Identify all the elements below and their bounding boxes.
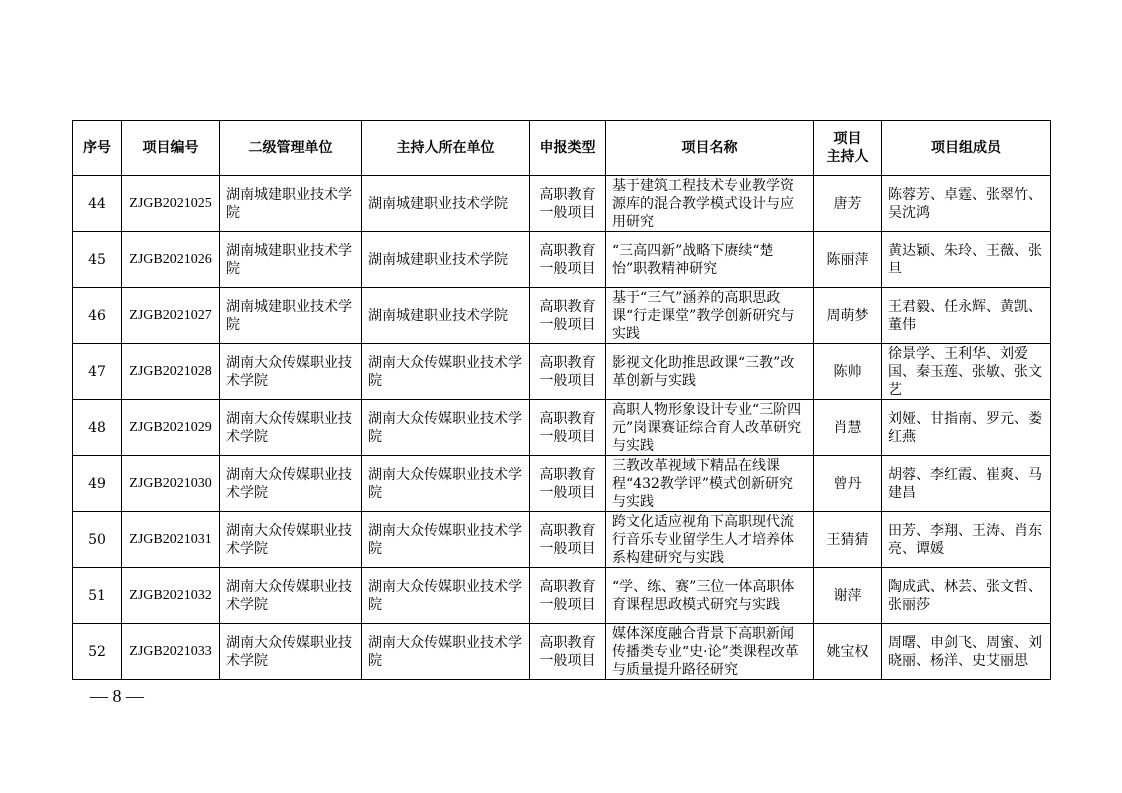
cell-project-name: 高职人物形象设计专业“三阶四元”岗课赛证综合育人改革研究与实践: [606, 400, 814, 456]
header-unit: 二级管理单位: [220, 121, 362, 176]
cell-unit: 湖南大众传媒职业技术学院: [220, 568, 362, 624]
cell-members: 陈蓉芳、卓霆、张翠竹、吴沈鸿: [882, 176, 1051, 232]
table-row: [73, 344, 1051, 400]
cell-host-unit: 湖南大众传媒职业技术学院: [362, 456, 530, 512]
cell-members: 黄达颖、朱玲、王薇、张旦: [882, 232, 1051, 288]
cell-code: ZJGB2021025: [122, 176, 220, 232]
cell-code: ZJGB2021029: [122, 400, 220, 456]
cell-project-name: 三教改革视域下精品在线课程“432教学评”模式创新研究与实践: [606, 456, 814, 512]
cell-no: 47: [73, 344, 122, 400]
cell-type: 高职教育一般项目: [530, 232, 606, 288]
table-row: [73, 176, 1051, 232]
cell-type: 高职教育一般项目: [530, 624, 606, 680]
cell-unit: 湖南大众传媒职业技术学院: [220, 456, 362, 512]
cell-host: 唐芳: [814, 176, 882, 232]
cell-members: 田芳、李翔、王涛、肖东亮、谭媛: [882, 512, 1051, 568]
cell-type: 高职教育一般项目: [530, 176, 606, 232]
cell-no: 52: [73, 624, 122, 680]
cell-host: 姚宝权: [814, 624, 882, 680]
cell-host-unit: 湖南大众传媒职业技术学院: [362, 400, 530, 456]
cell-host-unit: 湖南城建职业技术学院: [362, 232, 530, 288]
cell-project-name: 媒体深度融合背景下高职新闻传播类专业“史·论”类课程改革与质量提升路径研究: [606, 624, 814, 680]
table-row: [73, 288, 1051, 344]
header-type: 申报类型: [530, 121, 606, 176]
cell-unit: 湖南大众传媒职业技术学院: [220, 624, 362, 680]
cell-members: 徐景学、王利华、刘爱国、秦玉莲、张敏、张文艺: [882, 344, 1051, 400]
cell-members: 王君毅、任永辉、黄凯、董伟: [882, 288, 1051, 344]
cell-project-name: “学、练、赛”三位一体高职体育课程思政模式研究与实践: [606, 568, 814, 624]
cell-code: ZJGB2021026: [122, 232, 220, 288]
header-code: 项目编号: [122, 121, 220, 176]
cell-no: 44: [73, 176, 122, 232]
table-row: [73, 512, 1051, 568]
cell-host-unit: 湖南大众传媒职业技术学院: [362, 344, 530, 400]
cell-host-unit: 湖南大众传媒职业技术学院: [362, 624, 530, 680]
header-no: 序号: [73, 121, 122, 176]
cell-no: 49: [73, 456, 122, 512]
cell-unit: 湖南城建职业技术学院: [220, 232, 362, 288]
table-header-row: [73, 121, 1051, 176]
cell-members: 刘娅、甘指南、罗元、娄红燕: [882, 400, 1051, 456]
cell-no: 51: [73, 568, 122, 624]
table-row: [73, 400, 1051, 456]
cell-type: 高职教育一般项目: [530, 512, 606, 568]
cell-host: 陈帅: [814, 344, 882, 400]
cell-type: 高职教育一般项目: [530, 456, 606, 512]
cell-unit: 湖南大众传媒职业技术学院: [220, 512, 362, 568]
cell-code: ZJGB2021033: [122, 624, 220, 680]
cell-host: 肖慧: [814, 400, 882, 456]
cell-no: 48: [73, 400, 122, 456]
cell-host: 谢萍: [814, 568, 882, 624]
cell-project-name: 基于“三气”涵养的高职思政课“行走课堂”教学创新研究与实践: [606, 288, 814, 344]
cell-code: ZJGB2021030: [122, 456, 220, 512]
cell-host-unit: 湖南大众传媒职业技术学院: [362, 568, 530, 624]
page-number: — 8 —: [90, 686, 144, 706]
cell-host: 曾丹: [814, 456, 882, 512]
cell-members: 胡蓉、李红霞、崔爽、马建昌: [882, 456, 1051, 512]
cell-type: 高职教育一般项目: [530, 344, 606, 400]
cell-type: 高职教育一般项目: [530, 288, 606, 344]
cell-unit: 湖南城建职业技术学院: [220, 288, 362, 344]
project-table: [72, 120, 1051, 680]
cell-project-name: 基于建筑工程技术专业教学资源库的混合教学模式设计与应用研究: [606, 176, 814, 232]
cell-unit: 湖南城建职业技术学院: [220, 176, 362, 232]
header-members: 项目组成员: [882, 121, 1051, 176]
cell-type: 高职教育一般项目: [530, 568, 606, 624]
cell-unit: 湖南大众传媒职业技术学院: [220, 344, 362, 400]
table-row: [73, 456, 1051, 512]
cell-host-unit: 湖南城建职业技术学院: [362, 176, 530, 232]
cell-code: ZJGB2021031: [122, 512, 220, 568]
cell-project-name: 影视文化助推思政课“三教”改革创新与实践: [606, 344, 814, 400]
cell-code: ZJGB2021027: [122, 288, 220, 344]
cell-code: ZJGB2021032: [122, 568, 220, 624]
cell-host: 陈丽萍: [814, 232, 882, 288]
cell-no: 46: [73, 288, 122, 344]
cell-no: 45: [73, 232, 122, 288]
cell-members: 周曙、申剑飞、周蜜、刘晓丽、杨洋、史艾丽思: [882, 624, 1051, 680]
header-host-unit: 主持人所在单位: [362, 121, 530, 176]
cell-members: 陶成武、林芸、张文哲、张丽莎: [882, 568, 1051, 624]
cell-project-name: 跨文化适应视角下高职现代流行音乐专业留学生人才培养体系构建研究与实践: [606, 512, 814, 568]
header-name: 项目名称: [606, 121, 814, 176]
header-host: 项目 主持人: [814, 121, 882, 176]
cell-code: ZJGB2021028: [122, 344, 220, 400]
table-row: [73, 624, 1051, 680]
cell-host-unit: 湖南大众传媒职业技术学院: [362, 512, 530, 568]
cell-host: 王猜猜: [814, 512, 882, 568]
cell-host-unit: 湖南城建职业技术学院: [362, 288, 530, 344]
table-row: [73, 232, 1051, 288]
cell-unit: 湖南大众传媒职业技术学院: [220, 400, 362, 456]
cell-type: 高职教育一般项目: [530, 400, 606, 456]
cell-host: 周萌梦: [814, 288, 882, 344]
cell-project-name: “三高四新”战略下赓续“楚怡”职教精神研究: [606, 232, 814, 288]
cell-no: 50: [73, 512, 122, 568]
table-row: [73, 568, 1051, 624]
